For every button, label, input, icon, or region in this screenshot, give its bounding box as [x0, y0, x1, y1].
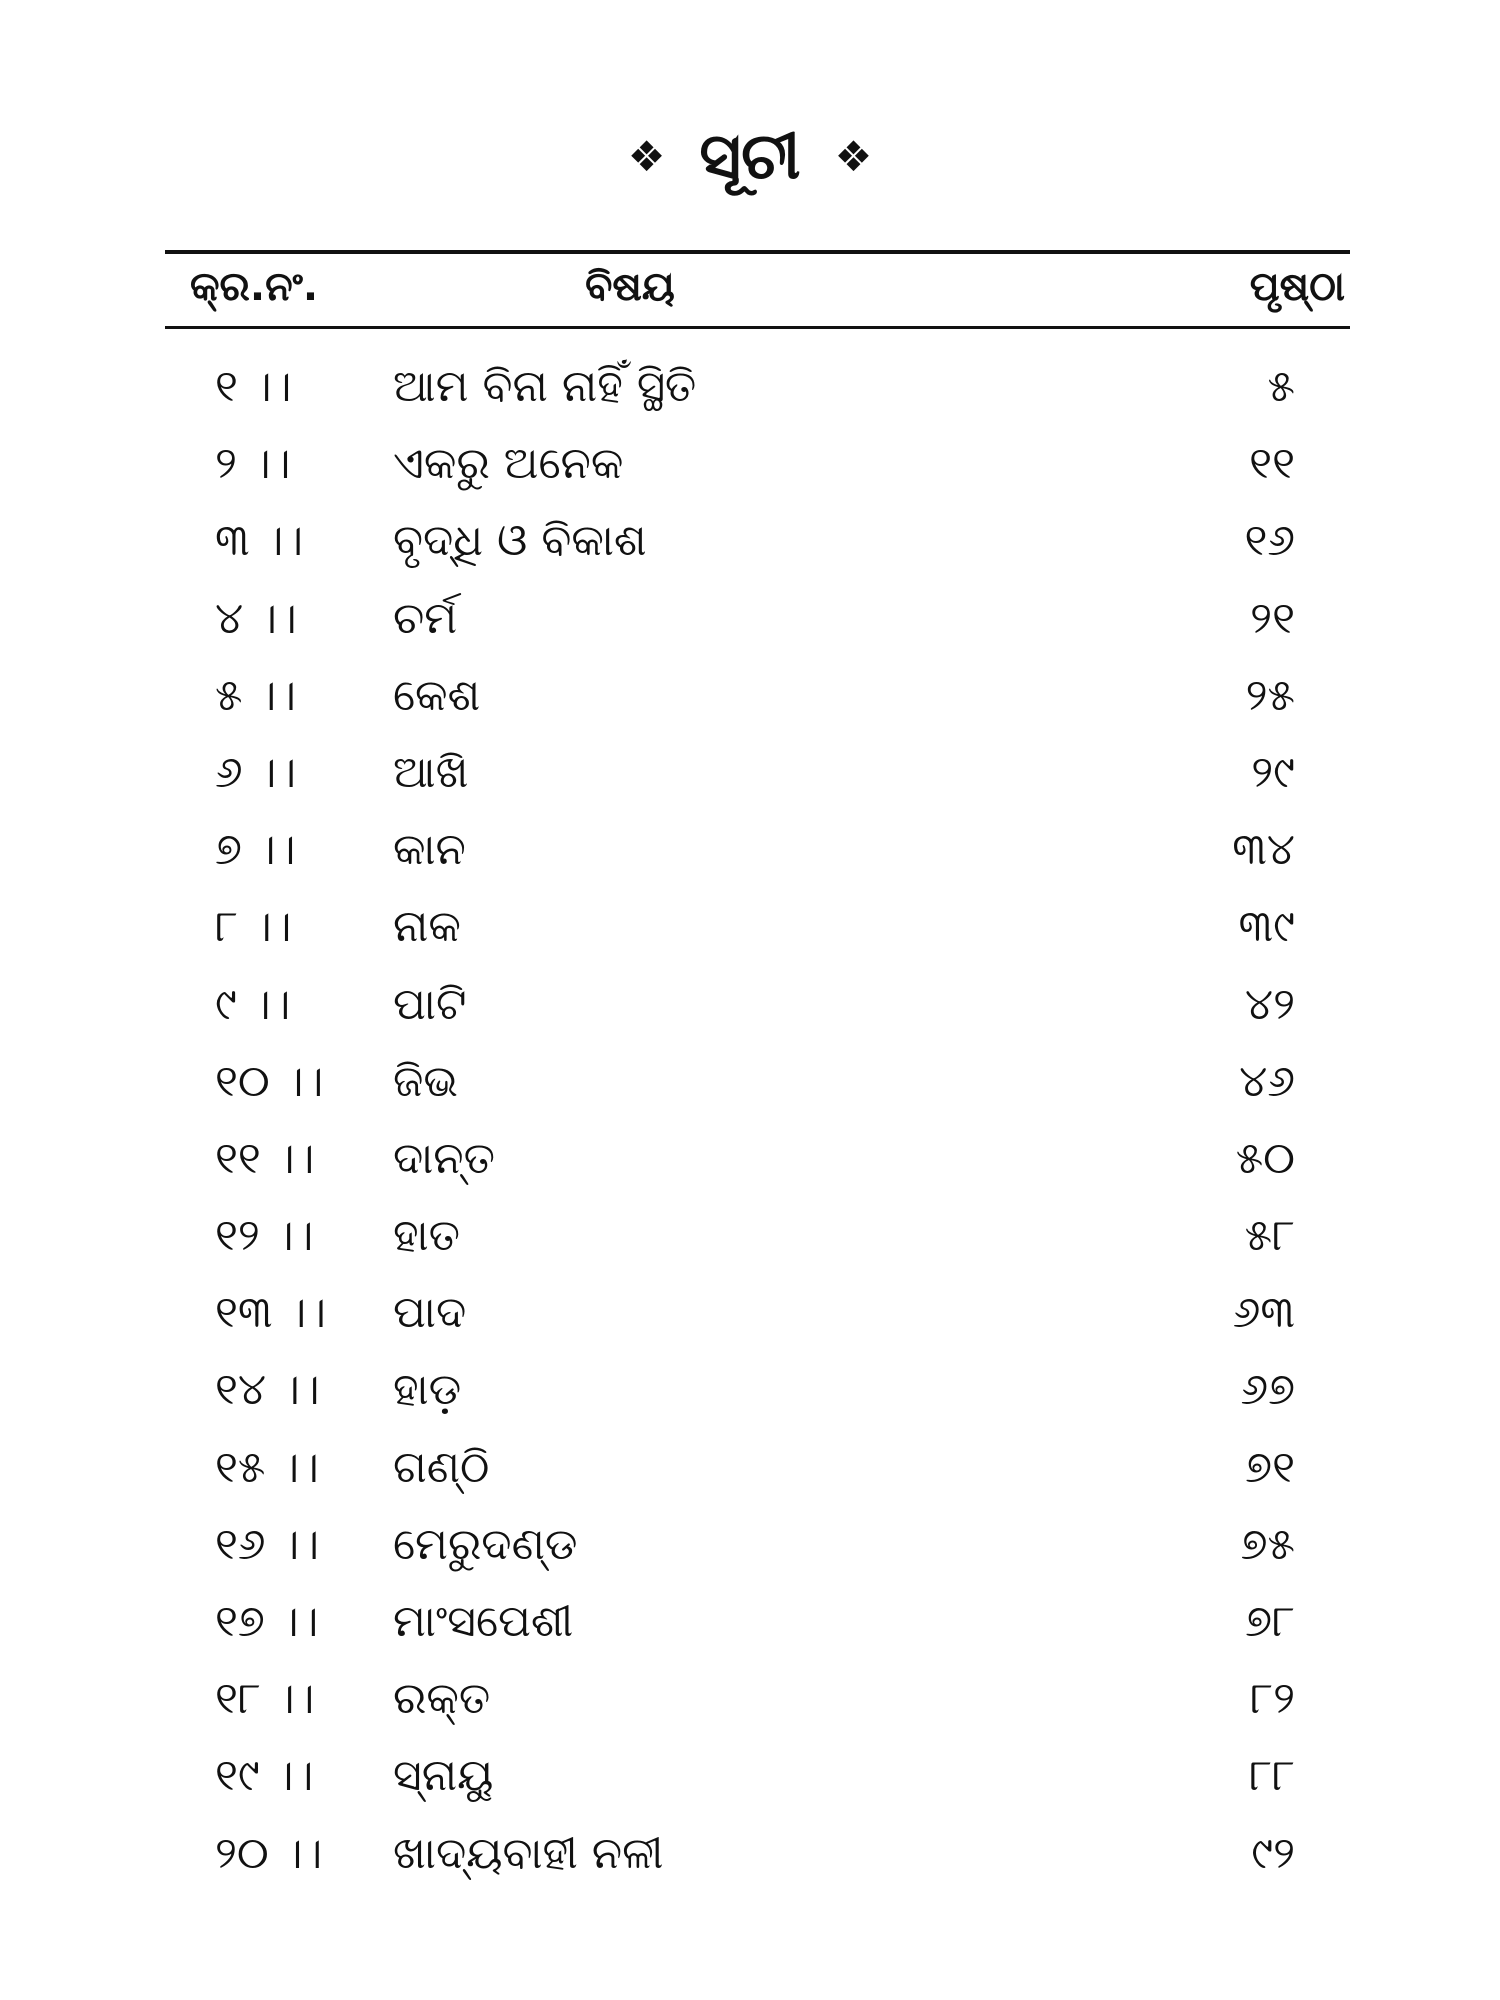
header-bottom-rule [165, 326, 1350, 329]
row-page: ୯୨ [1251, 1827, 1295, 1879]
toc-row [0, 743, 1500, 820]
row-subject: ଏକରୁ ଅନେକ [393, 438, 624, 490]
header-page: ପୃଷ୍ଠା [1249, 264, 1345, 310]
row-number: ୫ ।। [215, 669, 297, 721]
toc-row [0, 1669, 1500, 1746]
row-subject: ଗଣ୍ଠି [393, 1441, 490, 1493]
toc-row [0, 1360, 1500, 1437]
toc-row [0, 1052, 1500, 1129]
ornament-right-icon: ❖ [834, 132, 873, 181]
row-number: ୧୭ ।। [215, 1596, 319, 1647]
toc-row [0, 1746, 1500, 1823]
toc-row [0, 1592, 1500, 1669]
toc-row [0, 511, 1500, 588]
row-subject: ହାଡ଼ [393, 1364, 462, 1416]
row-number: ୧୪ ।। [215, 1364, 320, 1416]
header-subject: ବିଷୟ [585, 264, 675, 310]
row-number: ୨୦ ।। [215, 1827, 323, 1879]
row-subject: କାନ [393, 824, 466, 876]
row-subject: ଜିଭ [393, 1055, 459, 1107]
row-page: ୪୬ [1239, 1055, 1295, 1107]
row-subject: ଆମ ବିନା ନାହିଁ ସ୍ଥିତି [393, 361, 697, 412]
row-subject: ହାତ [393, 1210, 461, 1262]
row-number: ୮ ।। [215, 901, 292, 953]
row-number: ୪ ।। [215, 592, 297, 644]
row-page: ୪୨ [1244, 978, 1295, 1030]
table-header [0, 262, 1500, 322]
row-page: ୬୭ [1240, 1364, 1295, 1416]
toc-list [0, 357, 1500, 1901]
toc-row [0, 434, 1500, 511]
row-subject: ସ୍ନାୟୁ [393, 1750, 494, 1802]
row-number: ୧୯ ।। [215, 1750, 314, 1802]
row-number: ୯ ।। [215, 978, 291, 1030]
row-subject: ପାଦ [393, 1287, 467, 1339]
row-number: ୭ ।। [215, 824, 296, 876]
row-subject: ନାକ [393, 901, 461, 953]
toc-row [0, 666, 1500, 743]
row-number: ୩ ।। [215, 515, 304, 567]
row-page: ୫୦ [1235, 1132, 1295, 1184]
ornament-left-icon: ❖ [627, 132, 666, 181]
row-page: ୧୬ [1244, 515, 1295, 567]
row-page: ୮୨ [1250, 1673, 1295, 1725]
row-subject: ମେରୁଦଣ୍ଡ [393, 1518, 578, 1570]
toc-row [0, 1283, 1500, 1360]
row-page: ୫ [1267, 361, 1295, 412]
row-page: ୨୯ [1251, 746, 1295, 798]
row-page: ୭୮ [1245, 1596, 1295, 1647]
title-text: ସୂଚୀ [699, 120, 801, 194]
toc-row [0, 1824, 1500, 1901]
row-subject: ମାଂସପେଶୀ [393, 1596, 574, 1647]
row-subject: ରକ୍ତ [393, 1673, 491, 1725]
row-page: ୭୧ [1245, 1441, 1295, 1493]
row-subject: ଆଖି [393, 746, 469, 798]
toc-row [0, 357, 1500, 434]
toc-row [0, 897, 1500, 974]
row-subject: ଦାନ୍ତ [393, 1132, 495, 1184]
row-number: ୬ ।। [215, 746, 297, 798]
row-number: ୧୧ ।। [215, 1132, 315, 1184]
row-page: ୨୫ [1245, 669, 1295, 721]
row-page: ୨୧ [1250, 592, 1295, 644]
row-number: ୧୩ ।। [215, 1287, 327, 1339]
row-page: ୫୮ [1244, 1210, 1295, 1262]
toc-row [0, 589, 1500, 666]
row-number: ୧୨ ।। [215, 1210, 314, 1262]
row-subject: ଚର୍ମ [393, 592, 458, 644]
header-number: କ୍ର.ନଂ. [190, 264, 319, 310]
row-page: ୩୪ [1232, 824, 1295, 876]
row-number: ୧୫ ।। [215, 1441, 319, 1493]
row-page: ୬୩ [1232, 1287, 1295, 1339]
row-number: ୧୬ ।। [215, 1518, 320, 1570]
row-page: ୭୫ [1240, 1518, 1295, 1570]
row-subject: ପାଟି [393, 978, 467, 1030]
row-subject: କେଶ [393, 669, 481, 721]
row-number: ୨ ।। [215, 438, 291, 490]
toc-row [0, 1438, 1500, 1515]
toc-row [0, 1206, 1500, 1283]
row-number: ୧ ।। [215, 361, 292, 412]
toc-row [0, 975, 1500, 1052]
row-number: ୧୮ ।। [215, 1673, 315, 1725]
row-page: ୧୧ [1249, 438, 1295, 490]
row-subject: ଖାଦ୍ୟବାହୀ ନଳୀ [393, 1827, 664, 1879]
page-title [0, 120, 1500, 194]
row-number: ୧୦ ।। [215, 1055, 324, 1107]
header-top-rule [165, 250, 1350, 254]
toc-row [0, 1129, 1500, 1206]
row-page: ୩୯ [1238, 901, 1295, 953]
row-page: ୮୮ [1249, 1750, 1295, 1802]
toc-row [0, 1515, 1500, 1592]
toc-row [0, 820, 1500, 897]
row-subject: ବୃଦ୍ଧି ଓ ବିକାଶ [393, 515, 647, 567]
